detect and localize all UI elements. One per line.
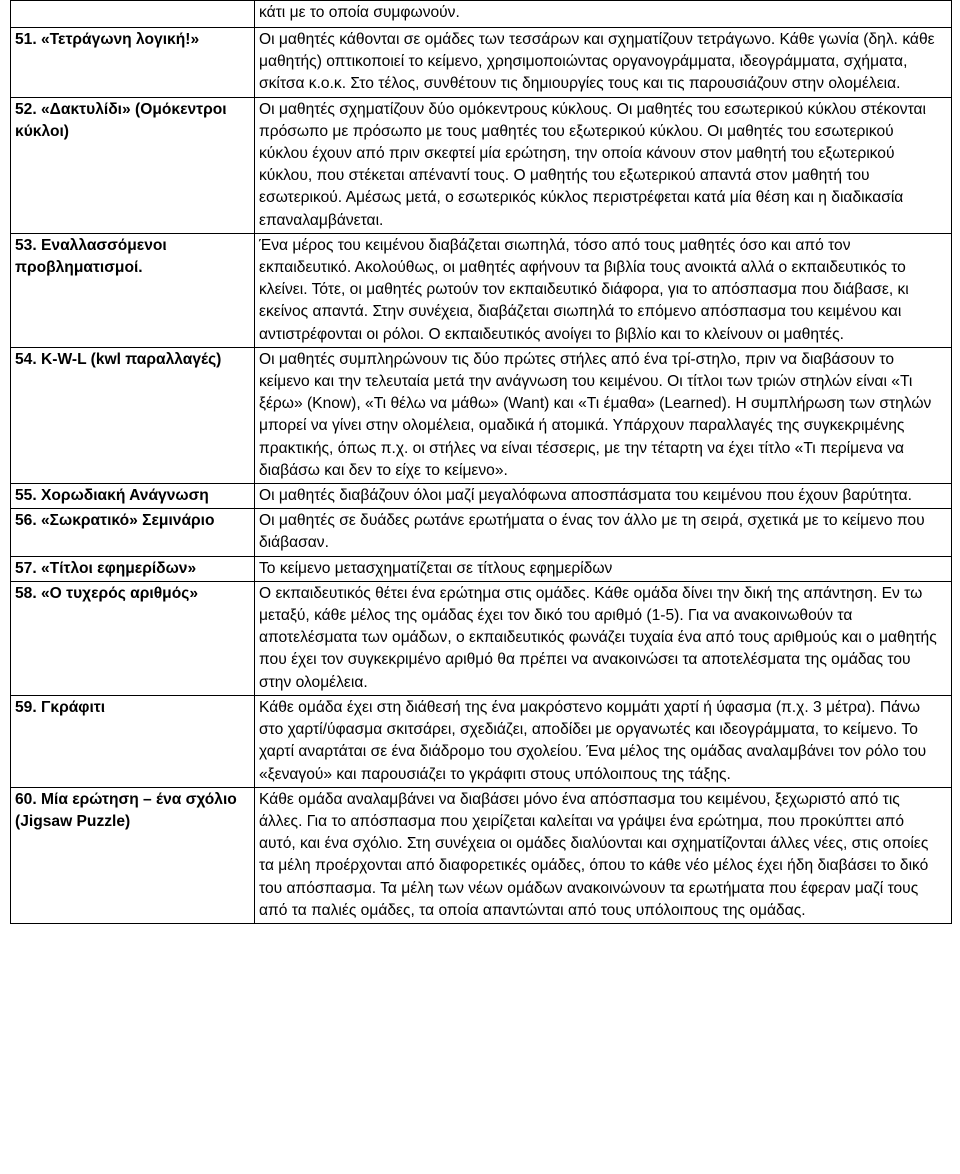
table-row <box>11 484 952 509</box>
table-row <box>11 28 952 98</box>
table-row <box>11 347 952 483</box>
term-cell <box>11 1 255 28</box>
methods-table <box>10 0 952 924</box>
table-row <box>11 556 952 581</box>
continuation-text: κάτι με το οποία συμφωνούν. <box>259 4 460 21</box>
term-cell: 51. «Τετράγωνη λογική!» <box>11 28 255 98</box>
table-row <box>11 787 952 923</box>
description-cell: Οι μαθητές σε δυάδες ρωτάνε ερωτήματα ο ένας τον άλλο με τη σειρά, σχετικά με το κείμενο που διάβασαν. <box>255 509 952 556</box>
description-cell: Ο εκπαιδευτικός θέτει ένα ερώτημα στις ομάδες. Κάθε ομάδα δίνει την δική της απάντηση. Εν τω μεταξύ, κάθε μέλος της ομάδας έχει τον δικό του αριθμό (1-5). Για να ανακοινωθούν τα αποτελέσματα των ομάδων, ο εκπαιδευτικός φωνάζει τυχαία ένα από τους αριθμούς και ο μαθητής που έχει τον συγκεκριμένο αριθμό θα πρέπει να ανακοινώσει τα αποτελέσματα της ομάδας του στην ολομέλεια. <box>255 581 952 695</box>
term-cell: 59. Γκράφιτι <box>11 695 255 787</box>
description-cell: Οι μαθητές διαβάζουν όλοι μαζί μεγαλόφωνα αποσπάσματα του κειμένου που έχουν βαρύτητα. <box>255 484 952 509</box>
table-row <box>11 695 952 787</box>
description-cell: Το κείμενο μετασχηματίζεται σε τίτλους εφημερίδων <box>255 556 952 581</box>
description-cell <box>255 1 952 28</box>
term-cell: 60. Μία ερώτηση – ένα σχόλιο (Jigsaw Puzzle) <box>11 787 255 923</box>
term-cell: 57. «Τίτλοι εφημερίδων» <box>11 556 255 581</box>
term-cell: 54. K-W-L (kwl παραλλαγές) <box>11 347 255 483</box>
description-cell: Κάθε ομάδα αναλαμβάνει να διαβάσει μόνο ένα απόσπασμα του κειμένου, ξεχωριστό από τις άλλες. Για το απόσπασμα που χειρίζεται καλείται να γράψει ένα ερώτημα, που προκύπτει από αυτό, και ένα σχόλιο. Στη συνέχεια οι ομάδες διαλύονται και σχηματίζονται άλλες νέες, στις οποίες τα μέλη προέρχονται από διαφορετικές ομάδες, όπου το κάθε νέο μέλος έχει ήδη διαβάσει το δικό του απόσπασμα. Τα μέλη των νέων ομάδων ανακοινώνουν τα ερωτήματα που έφεραν μαζί τους από τα παλιές ομάδες, τα οποία απαντώνται από τους υπόλοιπους της ομάδας. <box>255 787 952 923</box>
table-row <box>11 97 952 233</box>
table-row-continuation <box>11 1 952 28</box>
term-cell: 56. «Σωκρατικό» Σεμινάριο <box>11 509 255 556</box>
table-row <box>11 581 952 695</box>
description-cell: Ένα μέρος του κειμένου διαβάζεται σιωπηλά, τόσο από τους μαθητές όσο και από τον εκπαιδευτικό. Ακολούθως, οι μαθητές αφήνουν τα βιβλία τους ανοικτά αλλά ο εκπαιδευτικός το κλείνει. Τότε, οι μαθητές ρωτούν τον εκπαιδευτικό διάφορα, για το απόσπασμα που διάβασε, κι εκείνος απαντά. Στην συνέχεια, διαβάζεται σιωπηλά το επόμενο απόσπασμα του κειμένου και αντιστρέφονται οι ρόλοι. Ο εκπαιδευτικός ανοίγει το βιβλίο και το κλείνουν οι μαθητές. <box>255 233 952 347</box>
table-row <box>11 233 952 347</box>
term-cell: 53. Εναλλασσόμενοι προβληματισμοί. <box>11 233 255 347</box>
term-cell: 52. «Δακτυλίδι» (Ομόκεντροι κύκλοι) <box>11 97 255 233</box>
term-cell: 58. «Ο τυχερός αριθμός» <box>11 581 255 695</box>
description-cell: Κάθε ομάδα έχει στη διάθεσή της ένα μακρόστενο κομμάτι χαρτί ή ύφασμα (π.χ. 3 μέτρα). Πάνω στο χαρτί/ύφασμα σκιτσάρει, σχεδιάζει, αποδίδει με οργανωτές και ιδεογράμματα, το κείμενο. Το χαρτί αναρτάται σε ένα διάδρομο του σχολείου. Ένα μέλος της ομάδας αναλαμβάνει τον ρόλο του «ξεναγού» και παρουσιάζει το γκράφιτι στους υπόλοιπους της τάξης. <box>255 695 952 787</box>
description-cell: Οι μαθητές σχηματίζουν δύο ομόκεντρους κύκλους. Οι μαθητές του εσωτερικού κύκλου στέκονται πρόσωπο με πρόσωπο με τους μαθητές του εξωτερικού κύκλου. Οι μαθητές του εσωτερικού κύκλου έχουν από πριν σκεφτεί μία ερώτηση, την οποία κάνουν στον μαθητή του εξωτερικού κύκλου, που στέκεται απέναντί τους. Ο μαθητής του εξωτερικού απαντά στον μαθητή του εσωτερικού. Αμέσως μετά, ο εσωτερικός κύκλος περιστρέφεται κατά μία θέση και η διαδικασία επαναλαμβάνεται. <box>255 97 952 233</box>
description-cell: Οι μαθητές συμπληρώνουν τις δύο πρώτες στήλες από ένα τρί-στηλο, πριν να διαβάσουν το κείμενο και την τελευταία μετά την ανάγνωση του κειμένου. Οι τίτλοι των τριών στηλών είναι «Τι ξέρω» (Know), «Τι θέλω να μάθω» (Want) και «Τι έμαθα» (Learned). Η συμπλήρωση των στηλών μπορεί να γίνει στην ολομέλεια, ομαδικά ή ατομικά. Υπάρχουν παραλλαγές της συγκεκριμένης πρακτικής, όπως π.χ. οι στήλες να είναι τέσσερις, με την τέταρτη να έχει τίτλο «Τι περίμενα να διαβάσω και δεν το είχε το κείμενο». <box>255 347 952 483</box>
term-cell: 55. Χορωδιακή Ανάγνωση <box>11 484 255 509</box>
table-row <box>11 509 952 556</box>
description-cell: Οι μαθητές κάθονται σε ομάδες των τεσσάρων και σχηματίζουν τετράγωνο. Κάθε γωνία (δηλ. κάθε μαθητής) οπτικοποιεί το κείμενο, χρησιμοποιώντας οργανογράμματα, ιδεογράμματα, σχήματα, σκίτσα κ.ο.κ. Στο τέλος, συνθέτουν τις δημιουργίες τους και τις παρουσιάζουν στην ολομέλεια. <box>255 28 952 98</box>
